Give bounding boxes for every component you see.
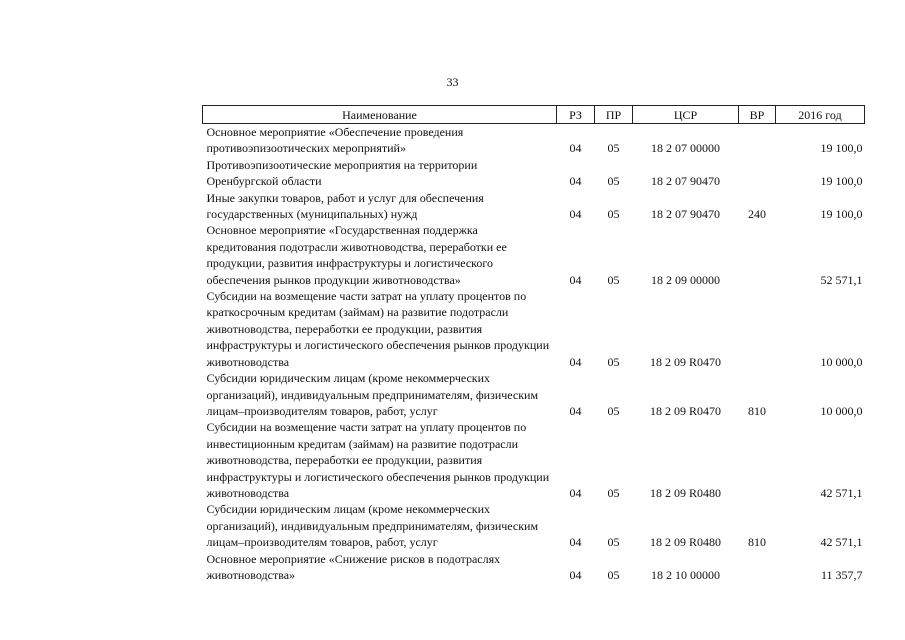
row-csr: 18 2 09 00000 bbox=[651, 272, 720, 287]
row-vr bbox=[739, 124, 776, 157]
row-name: Субсидии на возмещение части затрат на уплату процентов по краткосрочным кредитам (займам) на развитие подотрасли животноводства, переработки ее продукции, развития инфраструктуры и логистического обеспечения рынков продукции животноводства bbox=[206, 289, 550, 369]
row-rz: 04 bbox=[569, 207, 582, 222]
row-vr bbox=[739, 157, 776, 190]
row-vr bbox=[739, 288, 776, 370]
table-row bbox=[203, 551, 865, 584]
row-sum: 52 571,1 bbox=[820, 272, 863, 287]
row-rz: 04 bbox=[569, 354, 582, 369]
header-name: Наименование bbox=[203, 106, 557, 124]
row-sum: 19 100,0 bbox=[820, 207, 863, 222]
header-csr: ЦСР bbox=[633, 106, 739, 124]
row-vr bbox=[739, 551, 776, 584]
row-name: Субсидии на возмещение части затрат на уплату процентов по инвестиционным кредитам (займам) на развитие подотрасли животноводства, переработки ее продукции, развития инфраструктуры и логистического обеспечения рынков продукции животноводства bbox=[206, 420, 550, 500]
row-vr bbox=[739, 222, 776, 288]
row-rz: 04 bbox=[569, 272, 582, 287]
row-vr: 810 bbox=[748, 535, 766, 550]
row-csr: 18 2 09 R0480 bbox=[649, 485, 721, 500]
table-row bbox=[203, 190, 865, 223]
row-csr: 18 2 07 90470 bbox=[651, 174, 720, 189]
row-sum: 42 571,1 bbox=[820, 535, 863, 550]
row-rz: 04 bbox=[569, 535, 582, 550]
row-vr: 810 bbox=[748, 403, 766, 418]
table-row bbox=[203, 157, 865, 190]
row-csr: 18 2 07 00000 bbox=[651, 141, 720, 156]
row-name: Субсидии юридическим лицам (кроме некоммерческих организаций), индивидуальным предпринимателям, физическим лицам–производителям товаров, работ, услуг bbox=[206, 502, 539, 550]
row-rz: 04 bbox=[569, 567, 582, 582]
row-rz: 04 bbox=[569, 141, 582, 156]
row-name: Иные закупки товаров, работ и услуг для обеспечения государственных (муниципальных) нужд bbox=[206, 190, 484, 222]
row-rz: 04 bbox=[569, 403, 582, 418]
table-row bbox=[203, 222, 865, 288]
row-pr: 05 bbox=[607, 354, 620, 369]
row-vr bbox=[739, 419, 776, 501]
row-pr: 05 bbox=[607, 567, 620, 582]
header-rz: РЗ bbox=[557, 106, 595, 124]
page-number: 33 bbox=[446, 75, 459, 89]
row-pr: 05 bbox=[607, 141, 620, 156]
row-rz: 04 bbox=[569, 485, 582, 500]
table-row bbox=[203, 124, 865, 157]
row-csr: 18 2 09 R0470 bbox=[649, 354, 721, 369]
row-name: Противоэпизоотические мероприятия на территории Оренбургской области bbox=[206, 157, 478, 189]
row-name: Субсидии юридическим лицам (кроме некоммерческих организаций), индивидуальным предпринимателям, физическим лицам–производителям товаров, работ, услуг bbox=[206, 371, 539, 418]
row-sum: 19 100,0 bbox=[820, 174, 863, 189]
row-csr: 18 2 10 00000 bbox=[651, 567, 720, 582]
table-body bbox=[203, 124, 865, 584]
row-pr: 05 bbox=[607, 272, 620, 287]
header-vr: ВР bbox=[739, 106, 776, 124]
row-pr: 05 bbox=[607, 207, 620, 222]
row-sum: 19 100,0 bbox=[820, 141, 863, 156]
row-csr: 18 2 09 R0470 bbox=[649, 403, 721, 418]
row-pr: 05 bbox=[607, 535, 620, 550]
row-csr: 18 2 09 R0480 bbox=[649, 535, 721, 550]
table-row bbox=[203, 419, 865, 501]
header-pr: ПР bbox=[595, 106, 633, 124]
row-sum: 10 000,0 bbox=[820, 354, 863, 369]
row-name: Основное мероприятие «Государственная поддержка кредитования подотрасли животноводства, переработки ее продукции, развития инфраструктуры и логистического обеспечения рынков продукции животноводства» bbox=[206, 223, 507, 287]
row-name: Основное мероприятие «Обеспечение проведения противоэпизоотических мероприятий» bbox=[206, 125, 464, 156]
header-row bbox=[203, 106, 865, 124]
row-pr: 05 bbox=[607, 403, 620, 418]
table-row bbox=[203, 288, 865, 370]
row-sum: 11 357,7 bbox=[820, 567, 863, 582]
table-row bbox=[203, 370, 865, 419]
table-header bbox=[203, 106, 865, 124]
budget-table bbox=[202, 105, 865, 583]
row-rz: 04 bbox=[569, 174, 582, 189]
row-name: Основное мероприятие «Снижение рисков в подотраслях животноводства» bbox=[206, 551, 501, 582]
row-sum: 10 000,0 bbox=[820, 403, 863, 418]
row-pr: 05 bbox=[607, 485, 620, 500]
table-row bbox=[203, 501, 865, 550]
header-year: 2016 год bbox=[776, 106, 865, 124]
row-sum: 42 571,1 bbox=[820, 485, 863, 500]
row-csr: 18 2 07 90470 bbox=[651, 207, 720, 222]
row-vr: 240 bbox=[748, 207, 766, 222]
row-pr: 05 bbox=[607, 174, 620, 189]
